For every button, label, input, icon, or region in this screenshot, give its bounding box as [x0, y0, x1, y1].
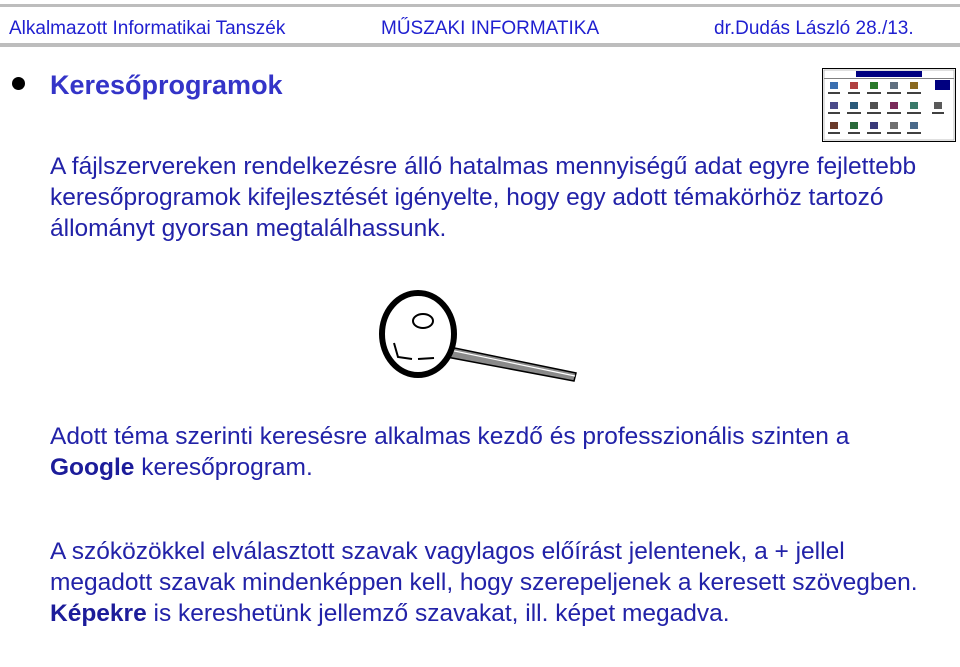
- paragraph-search-syntax: [50, 536, 930, 629]
- paragraph-google-tail: keresőprogram.: [134, 454, 313, 481]
- paragraph-syntax-tail: is kereshetünk jellemző szavakat, ill. képet megadva.: [146, 600, 730, 627]
- paragraph-intro: A fájlszervereken rendelkezésre álló hatalmas mennyiségű adat egyre fejlettebb keresőprogramok kifejlesztését igényelte, hogy egy adott témakörhöz tartozó állományt gyorsan megtalálhassunk.: [50, 153, 917, 242]
- paragraph-syntax-text: A szóközökkel elválasztott szavak vagylagos előírást jelentenek, a + jellel megadott szavak mindenképpen kell, hogy szerepeljenek a keresett szövegben.: [50, 538, 918, 596]
- header-course: MŰSZAKI INFORMATIKA: [381, 18, 600, 39]
- kepekre-keyword: Képekre: [50, 600, 147, 627]
- header-band-top: [0, 4, 960, 7]
- title-bullet: [12, 77, 25, 90]
- paragraph-google: [50, 421, 930, 483]
- window-screenshot-icon: [822, 68, 956, 142]
- header-band-bottom: [0, 43, 960, 47]
- slide-title: Keresőprogramok: [50, 70, 283, 100]
- google-keyword: Google: [50, 454, 135, 481]
- paragraph-google-text: Adott téma szerinti keresésre alkalmas kezdő és professzionális szinten a: [50, 423, 850, 450]
- header-author-page: dr.Dudás László 28./13.: [714, 18, 914, 39]
- header-department: Alkalmazott Informatikai Tanszék: [9, 18, 286, 39]
- header-bar: [0, 0, 960, 52]
- magnifying-glass-icon: [378, 287, 578, 387]
